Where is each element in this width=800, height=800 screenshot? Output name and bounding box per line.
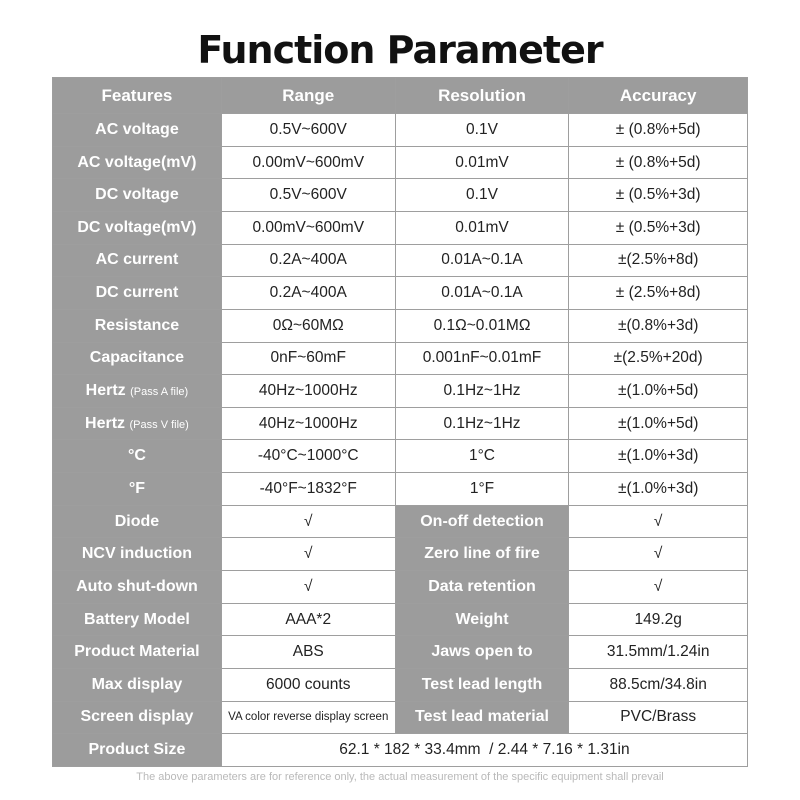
table-row	[53, 505, 748, 538]
range-cell: -40°F~1832°F	[221, 473, 395, 506]
feature-note: (Pass A file)	[130, 386, 189, 399]
spec-value: PVC/Brass	[569, 701, 748, 734]
table-row	[53, 734, 748, 767]
spec-label: Battery Model	[53, 603, 222, 636]
spec-value: AAA*2	[221, 603, 395, 636]
header-resolution: Resolution	[395, 78, 569, 114]
spec-label: Test lead length	[395, 668, 569, 701]
spec-value: 6000 counts	[221, 668, 395, 701]
resolution-cell: 0.001nF~0.01mF	[395, 342, 569, 375]
resolution-cell: 0.1V	[395, 179, 569, 212]
table-row	[53, 571, 748, 604]
feature-cell: DC voltage(mV)	[53, 212, 222, 245]
resolution-cell: 0.01A~0.1A	[395, 244, 569, 277]
spec-value: 88.5cm/34.8in	[569, 668, 748, 701]
spec-label: Zero line of fire	[395, 538, 569, 571]
range-cell: 0Ω~60MΩ	[221, 309, 395, 342]
feature-cell	[53, 407, 222, 440]
product-size-label: Product Size	[53, 734, 222, 767]
spec-label: Data retention	[395, 571, 569, 604]
table-row	[53, 701, 748, 734]
feature-cell: Capacitance	[53, 342, 222, 375]
range-cell: 0.5V~600V	[221, 114, 395, 147]
accuracy-cell: ±(2.5%+20d)	[569, 342, 748, 375]
accuracy-cell: ± (2.5%+8d)	[569, 277, 748, 310]
spec-label: On-off detection	[395, 505, 569, 538]
feature-cell	[53, 375, 222, 408]
feature-cell: AC voltage(mV)	[53, 146, 222, 179]
resolution-cell: 0.01mV	[395, 146, 569, 179]
page-title: Function Parameter	[197, 28, 603, 72]
range-cell: 0.00mV~600mV	[221, 146, 395, 179]
accuracy-cell: ± (0.8%+5d)	[569, 146, 748, 179]
header-features: Features	[53, 78, 222, 114]
spec-value: √	[221, 538, 395, 571]
table-row	[53, 146, 748, 179]
range-cell: 0nF~60mF	[221, 342, 395, 375]
table-row	[53, 440, 748, 473]
spec-label: Test lead material	[395, 701, 569, 734]
feature-cell: °C	[53, 440, 222, 473]
feature-note: (Pass V file)	[129, 418, 189, 431]
resolution-cell: 0.1Hz~1Hz	[395, 407, 569, 440]
accuracy-cell: ±(2.5%+8d)	[569, 244, 748, 277]
table-row	[53, 277, 748, 310]
accuracy-cell: ±(1.0%+3d)	[569, 473, 748, 506]
range-cell: 40Hz~1000Hz	[221, 375, 395, 408]
table-row	[53, 407, 748, 440]
feature-label: Hertz	[85, 382, 126, 400]
range-cell: 0.00mV~600mV	[221, 212, 395, 245]
header-accuracy: Accuracy	[569, 78, 748, 114]
table-row	[53, 179, 748, 212]
feature-label: Hertz	[85, 414, 126, 432]
accuracy-cell: ± (0.5%+3d)	[569, 212, 748, 245]
range-cell: -40°C~1000°C	[221, 440, 395, 473]
feature-cell: DC current	[53, 277, 222, 310]
resolution-cell: 1°F	[395, 473, 569, 506]
spec-value: ABS	[221, 636, 395, 669]
table-row	[53, 309, 748, 342]
spec-value: VA color reverse display screen	[221, 701, 395, 734]
spec-label: Product Material	[53, 636, 222, 669]
table-row	[53, 538, 748, 571]
feature-cell: °F	[53, 473, 222, 506]
header-range: Range	[221, 78, 395, 114]
accuracy-cell: ±(1.0%+5d)	[569, 407, 748, 440]
accuracy-cell: ± (0.5%+3d)	[569, 179, 748, 212]
resolution-cell: 0.1Ω~0.01MΩ	[395, 309, 569, 342]
range-cell: 0.2A~400A	[221, 277, 395, 310]
table-row	[53, 212, 748, 245]
feature-cell: Resistance	[53, 309, 222, 342]
spec-label: Max display	[53, 668, 222, 701]
resolution-cell: 0.01A~0.1A	[395, 277, 569, 310]
table-row	[53, 375, 748, 408]
table-header-row	[53, 78, 748, 114]
resolution-cell: 1°C	[395, 440, 569, 473]
spec-label: NCV induction	[53, 538, 222, 571]
spec-label: Jaws open to	[395, 636, 569, 669]
product-size-value: 62.1 * 182 * 33.4mm / 2.44 * 7.16 * 1.31in	[221, 734, 747, 767]
accuracy-cell: ±(1.0%+5d)	[569, 375, 748, 408]
feature-cell: DC voltage	[53, 179, 222, 212]
spec-value: √	[221, 571, 395, 604]
spec-value: √	[569, 538, 748, 571]
accuracy-cell: ± (0.8%+5d)	[569, 114, 748, 147]
table-row	[53, 636, 748, 669]
range-cell: 0.5V~600V	[221, 179, 395, 212]
spec-value: √	[569, 571, 748, 604]
accuracy-cell: ±(1.0%+3d)	[569, 440, 748, 473]
table-row	[53, 668, 748, 701]
table-row	[53, 114, 748, 147]
spec-value: 149.2g	[569, 603, 748, 636]
spec-value: √	[221, 505, 395, 538]
table-row	[53, 244, 748, 277]
feature-cell: AC current	[53, 244, 222, 277]
range-cell: 40Hz~1000Hz	[221, 407, 395, 440]
resolution-cell: 0.1V	[395, 114, 569, 147]
spec-value: 31.5mm/1.24in	[569, 636, 748, 669]
spec-label: Auto shut-down	[53, 571, 222, 604]
table-row	[53, 342, 748, 375]
range-cell: 0.2A~400A	[221, 244, 395, 277]
spec-table	[52, 77, 748, 767]
spec-label: Screen display	[53, 701, 222, 734]
footer-note: The above parameters are for reference only, the actual measurement of the specific equipment shall prevail	[136, 771, 664, 783]
feature-cell: AC voltage	[53, 114, 222, 147]
table-row	[53, 473, 748, 506]
spec-label: Diode	[53, 505, 222, 538]
accuracy-cell: ±(0.8%+3d)	[569, 309, 748, 342]
resolution-cell: 0.1Hz~1Hz	[395, 375, 569, 408]
resolution-cell: 0.01mV	[395, 212, 569, 245]
spec-label: Weight	[395, 603, 569, 636]
table-row	[53, 603, 748, 636]
spec-value: √	[569, 505, 748, 538]
